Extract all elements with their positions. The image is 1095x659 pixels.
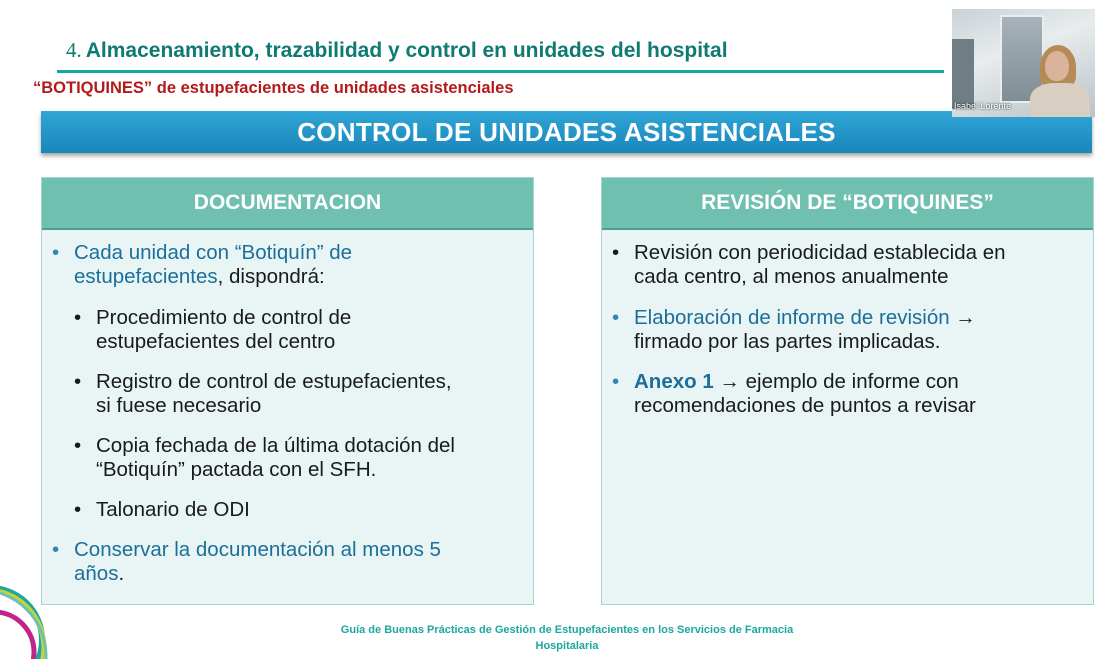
list-item-text: estupefacientes del centro (96, 330, 336, 353)
list-item-text: cada centro, al menos anualmente (634, 265, 949, 288)
documentation-panel (41, 177, 534, 605)
list-item-text: , dispondrá: (217, 265, 325, 288)
review-heading: REVISIÓN DE “BOTIQUINES” (701, 191, 994, 214)
list-item-text: estupefacientes (74, 265, 218, 288)
list-item-text: firmado por las partes implicadas. (634, 330, 941, 353)
list-item (634, 370, 976, 418)
documentation-list (74, 241, 352, 289)
participant-body (1030, 83, 1090, 117)
list-item (96, 498, 250, 522)
participant-video-tile[interactable] (952, 9, 1095, 117)
list-item (74, 241, 352, 289)
slide-title (66, 38, 728, 63)
list-item (96, 434, 455, 482)
review-list (634, 306, 976, 354)
documentation-list (74, 538, 441, 586)
list-item (634, 241, 1006, 289)
video-background-shelf (952, 39, 974, 109)
documentation-sublist (96, 370, 452, 418)
participant-name-label: Isabel Lorente (954, 101, 1012, 111)
documentation-panel-header (42, 178, 533, 230)
list-item-text: Conservar la documentación al menos 5 (74, 538, 441, 561)
slide-subtitle: “BOTIQUINES” de estupefacientes de unidades asistenciales (33, 79, 514, 97)
list-item (96, 306, 351, 354)
footer-line: Hospitalaria (535, 640, 599, 652)
slide-title-text: Almacenamiento, trazabilidad y control en unidades del hospital (85, 39, 728, 62)
arrow-right-icon: → (713, 370, 746, 393)
list-item-text: . (118, 562, 125, 585)
review-list (634, 370, 976, 418)
review-panel (601, 177, 1094, 605)
decorative-circles-icon (0, 560, 70, 659)
list-item-text: Registro de control de estupefacientes, (96, 370, 452, 393)
documentation-sublist (96, 434, 455, 482)
list-item (74, 538, 441, 586)
documentation-sublist (96, 306, 351, 354)
annex-link-text: Anexo 1 (634, 370, 714, 393)
list-item-text: Revisión con periodicidad establecida en (634, 241, 1006, 264)
list-item-text: años (74, 562, 119, 585)
title-underline (57, 70, 944, 73)
list-item (634, 306, 976, 354)
documentation-heading: DOCUMENTACION (193, 191, 382, 214)
list-item-text: ejemplo de informe con (745, 370, 959, 393)
list-item-text: Copia fechada de la última dotación del (96, 434, 455, 457)
section-banner (41, 111, 1092, 153)
list-item-text: Cada unidad con “Botiquín” de (74, 241, 353, 264)
section-banner-text: CONTROL DE UNIDADES ASISTENCIALES (297, 116, 836, 147)
list-item-text: Elaboración de informe de revisión (634, 306, 950, 329)
list-item-text: “Botiquín” pactada con el SFH. (96, 458, 377, 481)
list-item-text: Procedimiento de control de (96, 306, 352, 329)
participant-face (1045, 51, 1069, 81)
list-item (96, 370, 452, 418)
list-item-text: Talonario de ODI (96, 498, 250, 521)
list-item-text: si fuese necesario (96, 394, 262, 417)
documentation-sublist (96, 498, 250, 522)
footer-line: Guía de Buenas Prácticas de Gestión de Estupefacientes en los Servicios de Farmacia (340, 624, 794, 636)
arrow-right-icon: → (949, 306, 976, 329)
footer-credit (300, 622, 834, 654)
review-list (634, 241, 1006, 289)
review-panel-header (602, 178, 1093, 230)
slide-section-number: 4. (66, 38, 82, 62)
list-item-text: recomendaciones de puntos a revisar (634, 394, 976, 417)
